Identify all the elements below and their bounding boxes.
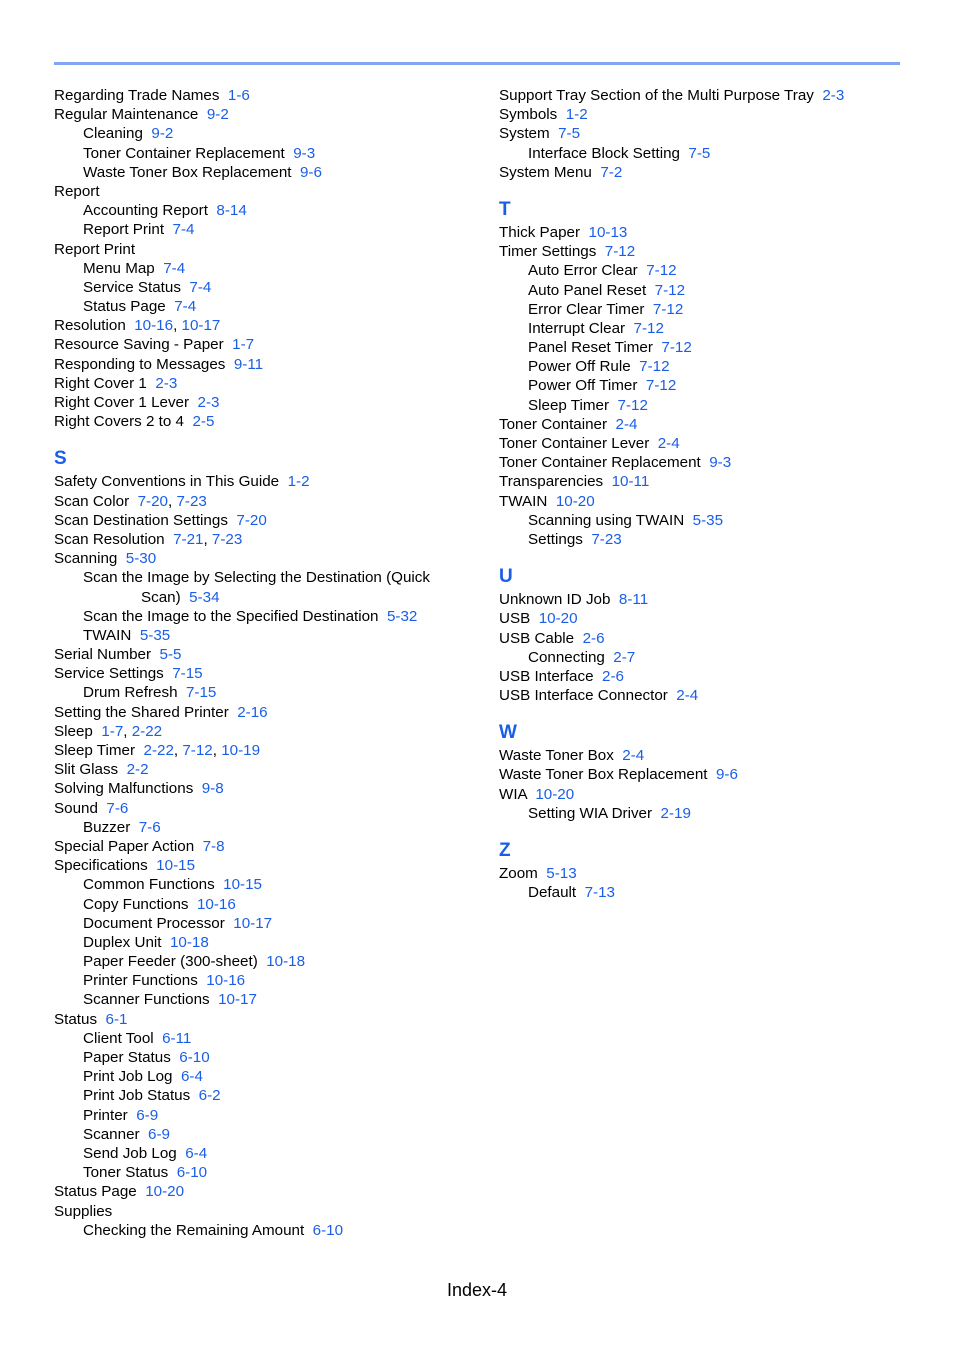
index-subentry: [54, 607, 474, 626]
index-subentry: [54, 297, 474, 316]
index-term: Printer Functions: [83, 972, 198, 990]
index-term: TWAIN: [499, 492, 548, 510]
index-subentry: [54, 1106, 474, 1125]
index-term: Regarding Trade Names: [54, 87, 220, 104]
page-reference-link[interactable]: 5-32: [386, 607, 418, 625]
page-reference-link[interactable]: 7-12: [645, 377, 677, 395]
page-reference-link[interactable]: 9-6: [715, 766, 738, 784]
page-reference-link[interactable]: 2-5: [192, 413, 215, 431]
index-entry: [499, 864, 919, 883]
page-reference-link[interactable]: 6-11: [162, 1029, 192, 1047]
page-reference-link[interactable]: 7-15: [172, 665, 203, 683]
page-reference-link[interactable]: 10-20: [538, 610, 578, 628]
index-subentry: [54, 124, 474, 143]
index-term: Setting WIA Driver: [528, 804, 653, 822]
page-reference-link[interactable]: 7-12: [617, 396, 648, 414]
page-reference-link[interactable]: 7-23: [176, 492, 207, 510]
page-reference-link[interactable]: 10-17: [181, 317, 221, 335]
page-reference-link[interactable]: 1-2: [565, 106, 588, 124]
index-entry: [499, 242, 919, 261]
page-reference-link[interactable]: 2-22: [131, 722, 163, 740]
page-reference-link[interactable]: 2-3: [155, 374, 178, 392]
page-reference-link[interactable]: 7-23: [211, 530, 243, 548]
index-subentry: [54, 952, 474, 971]
page-reference-link[interactable]: 7-12: [604, 243, 636, 261]
page-reference-link[interactable]: 7-6: [138, 818, 161, 836]
page-reference-link[interactable]: 6-10: [179, 1049, 210, 1066]
index-term: USB Cable: [499, 629, 575, 647]
index-entry: [54, 837, 474, 856]
index-column-right: [499, 86, 919, 902]
page-reference-link[interactable]: 9-3: [709, 454, 732, 472]
page-reference-link[interactable]: 6-4: [185, 1144, 208, 1162]
page-reference-link[interactable]: 10-20: [145, 1183, 185, 1201]
page-reference-link[interactable]: 10-16: [134, 317, 174, 335]
index-term: Sleep: [54, 722, 93, 740]
page-reference-link[interactable]: 7-12: [639, 358, 670, 376]
page-reference-link[interactable]: 5-5: [159, 646, 182, 664]
index-entry: [499, 590, 919, 609]
page-reference-link[interactable]: 2-22: [143, 742, 174, 759]
page-reference-link[interactable]: 10-20: [535, 785, 575, 803]
index-term: Scanning using TWAIN: [528, 511, 685, 529]
index-term: Safety Conventions in This Guide: [54, 473, 280, 491]
index-subentry: [499, 144, 919, 163]
page-reference-link[interactable]: 10-11: [611, 473, 650, 491]
page-reference-link[interactable]: 7-5: [558, 125, 581, 143]
index-entry: [54, 355, 474, 374]
page-reference-link[interactable]: 8-14: [216, 202, 247, 220]
index-subentry: [54, 568, 474, 587]
page-reference-link[interactable]: 2-7: [613, 648, 636, 666]
index-subentry: [54, 971, 474, 990]
index-entry: [54, 1202, 474, 1221]
header-rule: [54, 62, 900, 65]
index-term: Toner Container Replacement: [83, 144, 285, 162]
index-term: Copy Functions: [83, 895, 189, 913]
index-entry: [499, 124, 919, 143]
index-letter-heading: Z: [499, 840, 511, 861]
index-letter-heading: S: [54, 448, 67, 470]
index-term: Panel Reset Timer: [528, 339, 653, 357]
page-reference-link[interactable]: 2-3: [197, 394, 220, 411]
page-reference-link[interactable]: 2-4: [615, 415, 638, 433]
index-term: Sleep Timer: [528, 396, 610, 414]
page-reference-link[interactable]: 2-3: [822, 87, 845, 104]
index-term: Interface Block Setting: [528, 144, 680, 162]
index-column-left: [54, 86, 474, 1240]
index-entry: [499, 785, 919, 804]
index-term: USB Interface: [499, 667, 594, 685]
page-reference-link[interactable]: 10-15: [223, 876, 262, 894]
index-term: USB: [499, 610, 531, 628]
page-reference-link[interactable]: 7-12: [646, 262, 677, 280]
index-term: Supplies: [54, 1202, 113, 1220]
index-term: Unknown ID Job: [499, 591, 611, 609]
index-term: Special Paper Action: [54, 837, 195, 855]
index-term: Print Job Log: [83, 1068, 173, 1086]
index-subentry: [54, 278, 474, 297]
page-reference-link[interactable]: 9-6: [299, 163, 322, 181]
index-term: Error Clear Timer: [528, 300, 645, 318]
page-reference-link[interactable]: 7-13: [584, 884, 615, 902]
index-subentry: [499, 804, 919, 823]
index-entry: [499, 629, 919, 648]
page-reference-link[interactable]: 7-2: [600, 163, 623, 181]
page-reference-link[interactable]: 1-7: [232, 336, 255, 354]
index-term: USB Interface Connector: [499, 687, 668, 705]
index-entry: [54, 374, 474, 393]
page-reference-link[interactable]: 7-4: [174, 298, 197, 316]
page-number: Index-4: [446, 1280, 508, 1300]
page-reference-link[interactable]: 5-13: [546, 865, 577, 882]
index-subentry: [499, 530, 919, 549]
index-subentry: [54, 1144, 474, 1163]
index-term: Status Page: [83, 298, 166, 316]
index-term: Waste Toner Box Replacement: [83, 163, 292, 181]
index-subentry: [54, 683, 474, 702]
page-reference-link[interactable]: 6-9: [136, 1106, 159, 1124]
index-subentry: [54, 1048, 474, 1067]
index-term: Waste Toner Box Replacement: [499, 766, 708, 784]
index-entry: [54, 703, 474, 722]
index-subentry: [54, 990, 474, 1009]
index-entry: [499, 163, 919, 182]
page-reference-link[interactable]: 7-12: [633, 319, 664, 337]
index-term: Status Page: [54, 1183, 137, 1201]
index-entry: Scan Color 7-20, 7-23: [54, 492, 207, 510]
index-term: TWAIN: [83, 626, 132, 644]
index-entry: [54, 182, 474, 201]
index-entry: [499, 686, 919, 705]
index-entry: [54, 393, 474, 412]
index-entry: [54, 799, 474, 818]
index-subentry: [499, 338, 919, 357]
index-subentry: [54, 1029, 474, 1048]
index-entry: [499, 86, 919, 105]
index-term: Solving Malfunctions: [54, 780, 194, 798]
page-reference-link[interactable]: 2-4: [622, 747, 645, 765]
index-term: Responding to Messages: [54, 355, 226, 373]
index-term: Waste Toner Box: [499, 747, 614, 765]
index-entry: [54, 412, 474, 431]
index-term: Report Print: [83, 221, 165, 239]
page-reference-link[interactable]: 7-12: [661, 339, 692, 357]
page-reference-link[interactable]: 7-5: [688, 144, 711, 162]
page-reference-link[interactable]: 9-2: [206, 106, 229, 124]
page-reference-link[interactable]: 7-12: [652, 300, 684, 318]
page-reference-link[interactable]: 7-20: [137, 492, 168, 510]
page-reference-link[interactable]: 9-3: [293, 144, 316, 162]
index-term: Transparencies: [499, 473, 604, 491]
index-term: Scanner: [83, 1125, 140, 1143]
index-term: WIA: [499, 785, 527, 803]
index-term: Service Status: [83, 278, 181, 296]
index-term: Sleep Timer: [54, 742, 136, 759]
index-entry: [54, 760, 474, 779]
page-reference-link[interactable]: 10-17: [233, 914, 273, 932]
index-subentry: [54, 220, 474, 239]
index-term: Report: [54, 182, 100, 200]
page-reference-link[interactable]: 7-8: [202, 837, 225, 855]
index-term: Sound: [54, 799, 98, 817]
index-term: Specifications: [54, 857, 148, 875]
index-term: Duplex Unit: [83, 933, 162, 951]
index-term: Toner Status: [83, 1164, 169, 1182]
index-term: Resource Saving - Paper: [54, 336, 224, 354]
index-term: Print Job Status: [83, 1087, 191, 1105]
page-reference-link[interactable]: 9-11: [233, 355, 264, 373]
index-subentry: [54, 875, 474, 894]
index-term: Paper Status: [83, 1049, 171, 1066]
index-term: Common Functions: [83, 876, 215, 894]
page-reference-link[interactable]: 9-2: [151, 125, 174, 143]
index-term: Right Cover 1 Lever: [54, 394, 190, 411]
page-reference-link[interactable]: 5-30: [125, 550, 157, 568]
page-reference-link[interactable]: 5-34: [189, 588, 220, 606]
index-term: Drum Refresh: [83, 684, 178, 702]
index-term: Scan Color: [54, 492, 130, 510]
index-term: Paper Feeder (300-sheet): [83, 953, 258, 971]
index-entry: Resolution 10-16, 10-17: [54, 317, 221, 335]
index-entry: [499, 453, 919, 472]
index-term: Scan): [141, 588, 181, 606]
index-term: Service Settings: [54, 665, 164, 683]
index-subentry: [54, 895, 474, 914]
index-subentry: [54, 818, 474, 837]
page-reference-link[interactable]: 1-7: [101, 722, 124, 740]
index-term: Send Job Log: [83, 1144, 177, 1162]
page-reference-link[interactable]: 7-4: [163, 259, 186, 277]
index-term: Report Print: [54, 240, 136, 258]
index-term: Right Covers 2 to 4: [54, 413, 184, 431]
index-subentry: [499, 648, 919, 667]
page-reference-link[interactable]: 5-35: [139, 626, 171, 644]
index-entry: [499, 472, 919, 491]
index-entry: [54, 856, 474, 875]
page-reference-link[interactable]: 10-17: [218, 991, 257, 1009]
page-reference-link[interactable]: 10-20: [555, 492, 595, 510]
page-reference-link[interactable]: 6-10: [176, 1164, 208, 1182]
index-entry: [54, 86, 474, 105]
index-term: Scan Destination Settings: [54, 511, 228, 529]
page-reference-link[interactable]: 7-23: [591, 530, 622, 548]
index-entry: [54, 240, 474, 259]
index-entry: [54, 1182, 474, 1201]
page-reference-link[interactable]: 7-20: [236, 511, 267, 529]
index-term: Setting the Shared Printer: [54, 703, 229, 721]
page-reference-link[interactable]: 2-19: [660, 804, 691, 822]
index-subentry: [54, 626, 474, 645]
index-term: Timer Settings: [499, 243, 597, 261]
index-term: Menu Map: [83, 259, 155, 277]
index-term: Printer: [83, 1106, 128, 1124]
index-entry: [499, 609, 919, 628]
index-subentry: [499, 883, 919, 902]
page-reference-link[interactable]: 1-2: [287, 473, 310, 491]
index-term: Resolution: [54, 317, 126, 335]
page-reference-link[interactable]: 6-2: [198, 1087, 221, 1105]
page-reference-link[interactable]: 10-15: [156, 857, 196, 875]
index-subentry: [499, 357, 919, 376]
index-term: Document Processor: [83, 914, 225, 932]
index-entry: Scan Resolution 7-21, 7-23: [54, 530, 243, 548]
index-term: Cleaning: [83, 125, 143, 143]
page-reference-link[interactable]: 2-16: [237, 703, 268, 721]
index-subentry: [499, 376, 919, 395]
page-reference-link[interactable]: 7-4: [189, 278, 212, 296]
index-term: Checking the Remaining Amount: [83, 1221, 305, 1239]
index-subentry: [499, 319, 919, 338]
index-subentry: [499, 396, 919, 415]
page-reference-link[interactable]: 6-4: [180, 1068, 203, 1086]
index-entry: [499, 105, 919, 124]
index-entry: [54, 645, 474, 664]
page-reference-link[interactable]: 10-13: [588, 223, 628, 241]
index-subentry: [54, 1125, 474, 1144]
page-reference-link[interactable]: 6-9: [148, 1125, 170, 1143]
index-subentry: [54, 1221, 474, 1240]
index-term: System: [499, 125, 550, 143]
index-subentry: [54, 1163, 474, 1182]
index-term: System Menu: [499, 163, 592, 181]
page-reference-link[interactable]: 10-18: [266, 953, 306, 971]
index-term: Buzzer: [83, 818, 131, 836]
index-term: Client Tool: [83, 1029, 154, 1047]
index-entry: [54, 472, 474, 491]
index-letter-heading: U: [499, 566, 513, 588]
index-entry: [54, 1010, 474, 1029]
page-reference-link[interactable]: 2-4: [676, 687, 699, 705]
index-term: Toner Container Lever: [499, 435, 650, 452]
index-subentry: [54, 144, 474, 163]
page-reference-link[interactable]: 2-6: [602, 667, 624, 685]
index-term: Toner Container: [499, 415, 608, 433]
index-subentry: [54, 914, 474, 933]
index-entry: [54, 105, 474, 124]
index-letter-heading: W: [499, 722, 517, 744]
index-entry: [54, 779, 474, 798]
index-term: Scanner Functions: [83, 991, 210, 1009]
page-reference-link[interactable]: 10-16: [196, 895, 236, 913]
index-entry: [499, 492, 919, 511]
page-reference-link[interactable]: 10-18: [169, 933, 209, 951]
index-entry: [499, 434, 919, 453]
index-subentry: [54, 259, 474, 278]
index-term: Toner Container Replacement: [499, 454, 701, 472]
index-term: Support Tray Section of the Multi Purpose Tray: [499, 87, 814, 104]
index-entry: [499, 746, 919, 765]
index-entry: [54, 549, 474, 568]
page-reference-link[interactable]: 7-15: [185, 684, 217, 702]
index-term: Serial Number: [54, 646, 152, 664]
index-term: Regular Maintenance: [54, 106, 199, 124]
index-entry: Sleep Timer 2-22, 7-12, 10-19: [54, 742, 261, 759]
index-term: Thick Paper: [499, 223, 581, 241]
index-term: Zoom: [499, 865, 538, 882]
index-term: Scan the Image by Selecting the Destination (Quick: [83, 569, 430, 587]
index-term: Slit Glass: [54, 761, 119, 779]
index-term: Interrupt Clear: [528, 319, 626, 337]
index-entry: [499, 765, 919, 784]
page-reference-link[interactable]: 8-11: [618, 591, 649, 609]
index-subentry: [54, 933, 474, 952]
index-term: Scan Resolution: [54, 530, 165, 548]
page-reference-link[interactable]: 10-19: [221, 742, 261, 759]
index-subentry: [54, 1067, 474, 1086]
page-reference-link[interactable]: 7-4: [172, 221, 195, 239]
index-subentry: [499, 281, 919, 300]
page-reference-link[interactable]: 9-8: [201, 780, 224, 798]
index-entry: [54, 335, 474, 354]
index-term: Auto Panel Reset: [528, 281, 647, 299]
index-term: Symbols: [499, 106, 558, 124]
index-term: Scan the Image to the Specified Destination: [83, 607, 379, 625]
index-term: Default: [528, 884, 577, 902]
page-reference-link[interactable]: 2-4: [657, 435, 680, 452]
index-term: Status: [54, 1010, 98, 1028]
index-subentry: [54, 1086, 474, 1105]
index-term: Right Cover 1: [54, 374, 147, 392]
index-subentry: [499, 300, 919, 319]
index-term: Accounting Report: [83, 202, 208, 220]
index-term: Settings: [528, 530, 583, 548]
index-letter-heading: T: [499, 198, 511, 220]
index-term: Power Off Timer: [528, 377, 638, 395]
index-entry: [54, 511, 474, 530]
index-entry: Sleep 1-7, 2-22: [54, 722, 163, 740]
page-reference-link[interactable]: 1-6: [227, 87, 250, 104]
index-subentry: [499, 511, 919, 530]
page-reference-link[interactable]: 7-21: [173, 530, 204, 548]
index-term: Scanning: [54, 550, 118, 568]
page-reference-link[interactable]: 2-6: [582, 629, 605, 647]
index-entry: [499, 667, 919, 686]
page-reference-link[interactable]: 6-10: [312, 1221, 344, 1239]
page-reference-link[interactable]: 7-12: [654, 281, 686, 299]
page-reference-link[interactable]: 10-16: [206, 972, 246, 990]
index-entry: [499, 415, 919, 434]
index-subentry: [54, 588, 474, 607]
index-entry: [54, 664, 474, 683]
index-subentry: [54, 201, 474, 220]
index-term: Power Off Rule: [528, 358, 631, 376]
page-reference-link[interactable]: 6-1: [105, 1010, 128, 1028]
index-term: Auto Error Clear: [528, 262, 638, 280]
page-reference-link[interactable]: 7-6: [106, 799, 129, 817]
page-reference-link[interactable]: 7-12: [182, 742, 213, 759]
index-entry: [499, 223, 919, 242]
index-subentry: [499, 261, 919, 280]
index-subentry: [54, 163, 474, 182]
page-reference-link[interactable]: 5-35: [692, 511, 724, 529]
index-term: Connecting: [528, 648, 605, 666]
page-reference-link[interactable]: 2-2: [126, 761, 149, 779]
